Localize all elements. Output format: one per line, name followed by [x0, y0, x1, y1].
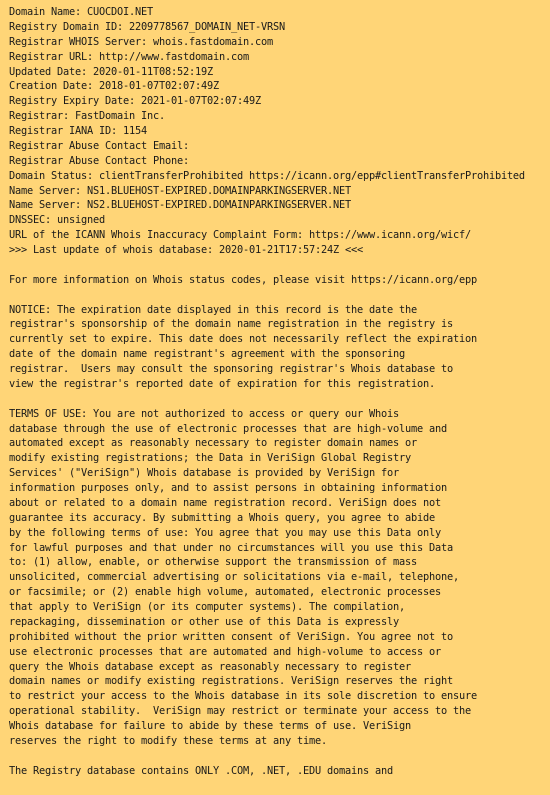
whois-line: Whois database for failure to abide by these terms of use. VeriSign [9, 720, 411, 732]
whois-line: use electronic processes that are automated and high-volume to access or [9, 645, 441, 658]
whois-line: date of the domain name registrant's agreement with the sponsoring [9, 348, 405, 361]
whois-line: Domain Status: clientTransferProhibited https://icann.org/epp#clientTransferProhibited [9, 169, 525, 182]
blank-line [9, 392, 525, 407]
whois-line: reserves the right to modify these terms at any time. [9, 734, 327, 747]
whois-line: URL of the ICANN Whois Inaccuracy Complaint Form: https://www.icann.org/wicf/ [9, 229, 471, 242]
whois-line: database through the use of electronic processes that are high-volume and [9, 422, 447, 435]
whois-line: Registrar IANA ID: 1154 [9, 125, 147, 137]
whois-line: modify existing registrations; the Data in VeriSign Global Registry [9, 452, 411, 465]
whois-line: Name Server: NS2.BLUEHOST-EXPIRED.DOMAINPARKINGSERVER.NET [9, 199, 351, 212]
whois-line: domain names or modify existing registrations. VeriSign reserves the right [9, 675, 453, 688]
whois-line: or facsimile; or (2) enable high volume, automated, electronic processes [9, 586, 441, 599]
whois-line: For more information on Whois status codes, please visit https://icann.org/epp [9, 273, 477, 286]
blank-line [9, 258, 525, 273]
whois-line: Updated Date: 2020-01-11T08:52:19Z [9, 65, 213, 78]
whois-line: Registrar URL: http://www.fastdomain.com [9, 50, 249, 63]
whois-line: information purposes only, and to assist persons in obtaining information [9, 482, 447, 494]
whois-record-text [9, 5, 525, 779]
whois-line: guarantee its accuracy. By submitting a Whois query, you agree to abide [9, 511, 435, 524]
whois-line: Registry Expiry Date: 2021-01-07T02:07:49Z [9, 95, 261, 108]
whois-line: registrar. Users may consult the sponsoring registrar's Whois database to [9, 363, 453, 375]
whois-line: Registrar WHOIS Server: whois.fastdomain.com [9, 35, 273, 48]
whois-line: Registrar Abuse Contact Email: [9, 139, 189, 152]
whois-line: for lawful purposes and that under no circumstances will you use this Data [9, 541, 453, 554]
whois-line: automated except as reasonably necessary to register domain names or [9, 437, 417, 450]
whois-line: unsolicited, commercial advertising or solicitations via e-mail, telephone, [9, 571, 459, 584]
blank-line [9, 749, 525, 764]
whois-line: Name Server: NS1.BLUEHOST-EXPIRED.DOMAINPARKINGSERVER.NET [9, 184, 351, 197]
whois-line: registrar's sponsorship of the domain name registration in the registry is [9, 318, 453, 331]
whois-line: to restrict your access to the Whois database in its sole discretion to ensure [9, 690, 477, 703]
whois-line: that apply to VeriSign (or its computer systems). The compilation, [9, 601, 405, 613]
whois-line: Services' ("VeriSign") Whois database is provided by VeriSign for [9, 467, 399, 480]
whois-line: Creation Date: 2018-01-07T02:07:49Z [9, 80, 219, 93]
whois-line: query the Whois database except as reasonably necessary to register [9, 660, 411, 673]
whois-line: NOTICE: The expiration date displayed in this record is the date the [9, 303, 417, 316]
whois-line: operational stability. VeriSign may restrict or terminate your access to the [9, 705, 471, 718]
blank-line [9, 288, 525, 303]
whois-line: about or related to a domain name registration record. VeriSign does not [9, 496, 441, 509]
whois-line: by the following terms of use: You agree that you may use this Data only [9, 526, 441, 539]
whois-line: Registry Domain ID: 2209778567_DOMAIN_NET-VRSN [9, 20, 285, 33]
whois-line: Registrar Abuse Contact Phone: [9, 154, 189, 167]
whois-line: repackaging, dissemination or other use of this Data is expressly [9, 615, 399, 628]
whois-line: Registrar: FastDomain Inc. [9, 110, 165, 123]
whois-line: prohibited without the prior written consent of VeriSign. You agree not to [9, 630, 453, 643]
whois-line: DNSSEC: unsigned [9, 214, 105, 227]
whois-line: The Registry database contains ONLY .COM, .NET, .EDU domains and [9, 764, 393, 777]
whois-line: view the registrar's reported date of expiration for this registration. [9, 377, 435, 390]
whois-line: TERMS OF USE: You are not authorized to access or query our Whois [9, 407, 399, 420]
whois-line: Domain Name: CUOCDOI.NET [9, 6, 153, 18]
whois-line: >>> Last update of whois database: 2020-01-21T17:57:24Z <<< [9, 244, 363, 256]
whois-line: currently set to expire. This date does not necessarily reflect the expiration [9, 333, 477, 346]
whois-line: to: (1) allow, enable, or otherwise support the transmission of mass [9, 556, 417, 569]
